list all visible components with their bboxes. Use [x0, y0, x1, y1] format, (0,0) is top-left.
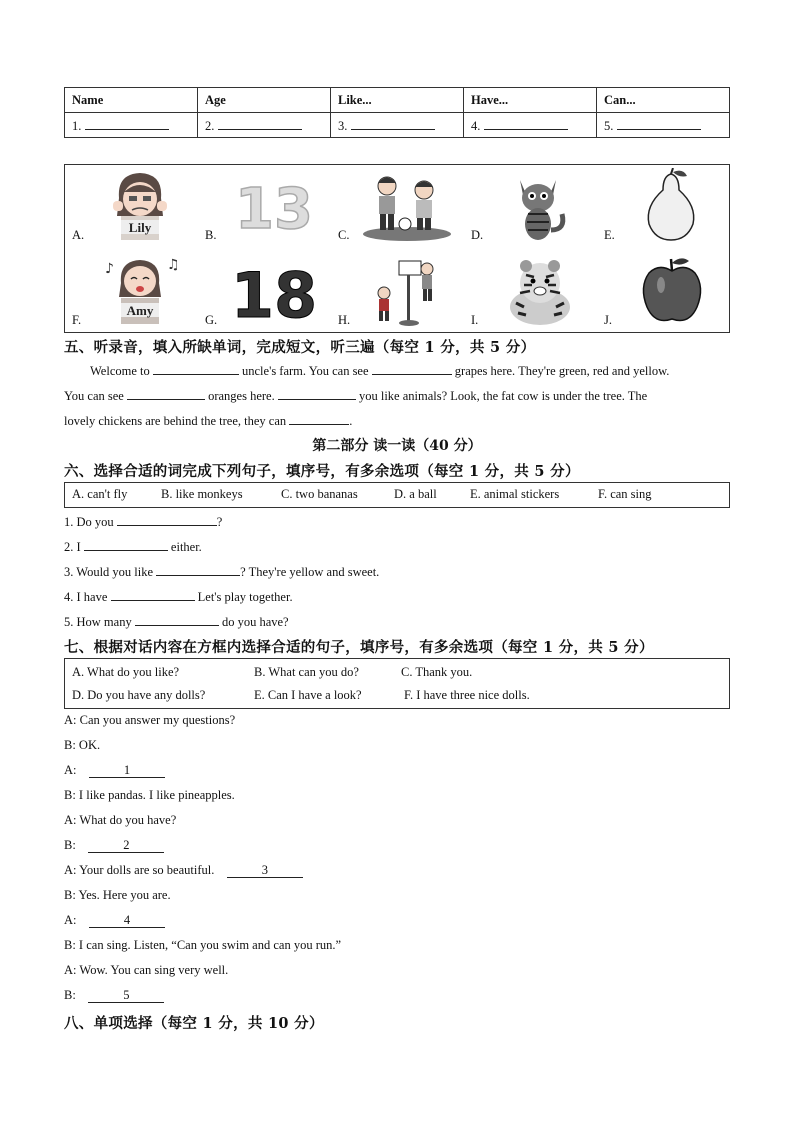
- section-7-options-box: [64, 658, 730, 709]
- option-item: C. Thank you.: [401, 665, 473, 679]
- table-header: Like...: [331, 88, 464, 113]
- option-item: C. two bananas: [281, 487, 358, 501]
- picture-option-j[interactable]: J.: [597, 250, 730, 332]
- section-6-title: 六、选择合适的词完成下列句子，填序号，有多余选项（每空 1 分，共 5 分）: [64, 463, 580, 480]
- answer-blank[interactable]: [135, 612, 219, 626]
- picture-option-a[interactable]: Lily A.: [65, 165, 198, 247]
- dialogue-line: A: Can you answer my questions?: [64, 713, 236, 727]
- option-item: E. animal stickers: [470, 487, 560, 501]
- answer-blank[interactable]: [117, 512, 217, 526]
- girl-singing-icon: [91, 253, 189, 327]
- question-3: 3. Would you like ? They're yellow and sweet.: [64, 562, 379, 580]
- section-8-title: 八、单项选择（每空 1 分，共 10 分）: [64, 1015, 324, 1032]
- question-2: 2. I either.: [64, 537, 202, 555]
- table-header: Age: [198, 88, 331, 113]
- answer-blank[interactable]: [289, 411, 349, 425]
- question-5: 5. How many do you have?: [64, 612, 289, 630]
- picture-option-c[interactable]: C.: [331, 165, 464, 247]
- answer-blank[interactable]: [84, 537, 168, 551]
- passage-line-2: You can see oranges here. you like animals? Look, the fat cow is under the tree. The: [64, 386, 730, 404]
- question-1: 1. Do you ?: [64, 512, 222, 530]
- picture-option-i[interactable]: I.: [464, 250, 597, 332]
- svg-text:♪: ♪: [105, 261, 114, 277]
- table-cell[interactable]: 4.: [464, 113, 597, 138]
- option-item: D. Do you have any dolls?: [72, 688, 206, 702]
- svg-text:18: 18: [230, 259, 318, 327]
- picture-option-e[interactable]: E.: [597, 165, 730, 247]
- svg-text:Amy: Amy: [126, 303, 154, 318]
- question-4: 4. I have Let's play together.: [64, 587, 293, 605]
- pear-icon: [623, 168, 721, 242]
- table-header: Can...: [597, 88, 730, 113]
- answer-blank[interactable]: 3: [227, 864, 303, 878]
- table-header: Name: [65, 88, 198, 113]
- cat-icon: [490, 168, 588, 242]
- girl-crying-icon: [91, 168, 189, 242]
- dialogue-line: A: 4: [64, 913, 165, 928]
- option-item: F. I have three nice dolls.: [404, 688, 530, 702]
- answer-blank[interactable]: 5: [88, 989, 164, 1003]
- table-cell[interactable]: 1.: [65, 113, 198, 138]
- table-header: Have...: [464, 88, 597, 113]
- tiger-icon: [490, 253, 588, 327]
- option-item: A. can't fly: [72, 487, 128, 501]
- picture-option-b[interactable]: 13 B.: [198, 165, 331, 247]
- info-table: [64, 87, 730, 138]
- dialogue-line: A: 1: [64, 763, 165, 778]
- picture-options-box: [64, 164, 730, 333]
- dialogue-line: A: Wow. You can sing very well.: [64, 963, 229, 977]
- answer-blank[interactable]: [111, 587, 195, 601]
- dialogue-line: B: OK.: [64, 738, 101, 752]
- answer-blank[interactable]: 2: [88, 839, 164, 853]
- section-7-title: 七、根据对话内容在方框内选择合适的句子，填序号，有多余选项（每空 1 分，共 5 分）: [64, 639, 654, 656]
- dialogue-line: A: What do you have?: [64, 813, 177, 827]
- answer-blank[interactable]: [127, 386, 205, 400]
- answer-blank[interactable]: [156, 562, 240, 576]
- number-18-icon: [224, 253, 322, 327]
- dialogue-line: B: I can sing. Listen, “Can you swim and can you run.”: [64, 938, 342, 952]
- svg-text:♫: ♫: [167, 257, 180, 273]
- picture-option-g[interactable]: 18 G.: [198, 250, 331, 332]
- boys-playing-ball-icon: [357, 168, 455, 242]
- dialogue-line: B: 2: [64, 838, 164, 853]
- table-cell[interactable]: 3.: [331, 113, 464, 138]
- option-item: F. can sing: [598, 487, 652, 501]
- boys-basketball-icon: [357, 253, 455, 327]
- answer-blank[interactable]: 4: [89, 914, 165, 928]
- table-cell[interactable]: 2.: [198, 113, 331, 138]
- picture-option-h[interactable]: H.: [331, 250, 464, 332]
- option-item: E. Can I have a look?: [254, 688, 362, 702]
- number-13-icon: [224, 168, 322, 242]
- section-6-options-box: [64, 482, 730, 508]
- answer-blank[interactable]: [372, 361, 452, 375]
- option-item: D. a ball: [394, 487, 437, 501]
- section-5-title: 五、听录音，填入所缺单词，完成短文，听三遍（每空 1 分，共 5 分）: [64, 339, 536, 356]
- passage-line-1: Welcome to uncle's farm. You can see grapes here. They're green, red and yellow.: [90, 361, 756, 379]
- svg-text:Lily: Lily: [128, 220, 152, 235]
- apple-icon: [623, 253, 721, 327]
- dialogue-line: B: Yes. Here you are.: [64, 888, 171, 902]
- option-item: B. What can you do?: [254, 665, 359, 679]
- dialogue-line: B: 5: [64, 988, 164, 1003]
- dialogue-line: B: I like pandas. I like pineapples.: [64, 788, 235, 802]
- option-item: A. What do you like?: [72, 665, 180, 679]
- answer-blank[interactable]: [153, 361, 239, 375]
- answer-blank[interactable]: [278, 386, 356, 400]
- option-item: B. like monkeys: [161, 487, 243, 501]
- picture-option-d[interactable]: D.: [464, 165, 597, 247]
- picture-option-f[interactable]: Amy ♪ ♫ F.: [65, 250, 198, 332]
- passage-line-3: lovely chickens are behind the tree, they can .: [64, 411, 730, 429]
- svg-text:13: 13: [235, 177, 313, 242]
- dialogue-line: A: Your dolls are so beautiful. 3: [64, 863, 303, 878]
- answer-blank[interactable]: 1: [89, 764, 165, 778]
- part-2-title: 第二部分 读一读（40 分）: [312, 438, 482, 454]
- table-cell[interactable]: 5.: [597, 113, 730, 138]
